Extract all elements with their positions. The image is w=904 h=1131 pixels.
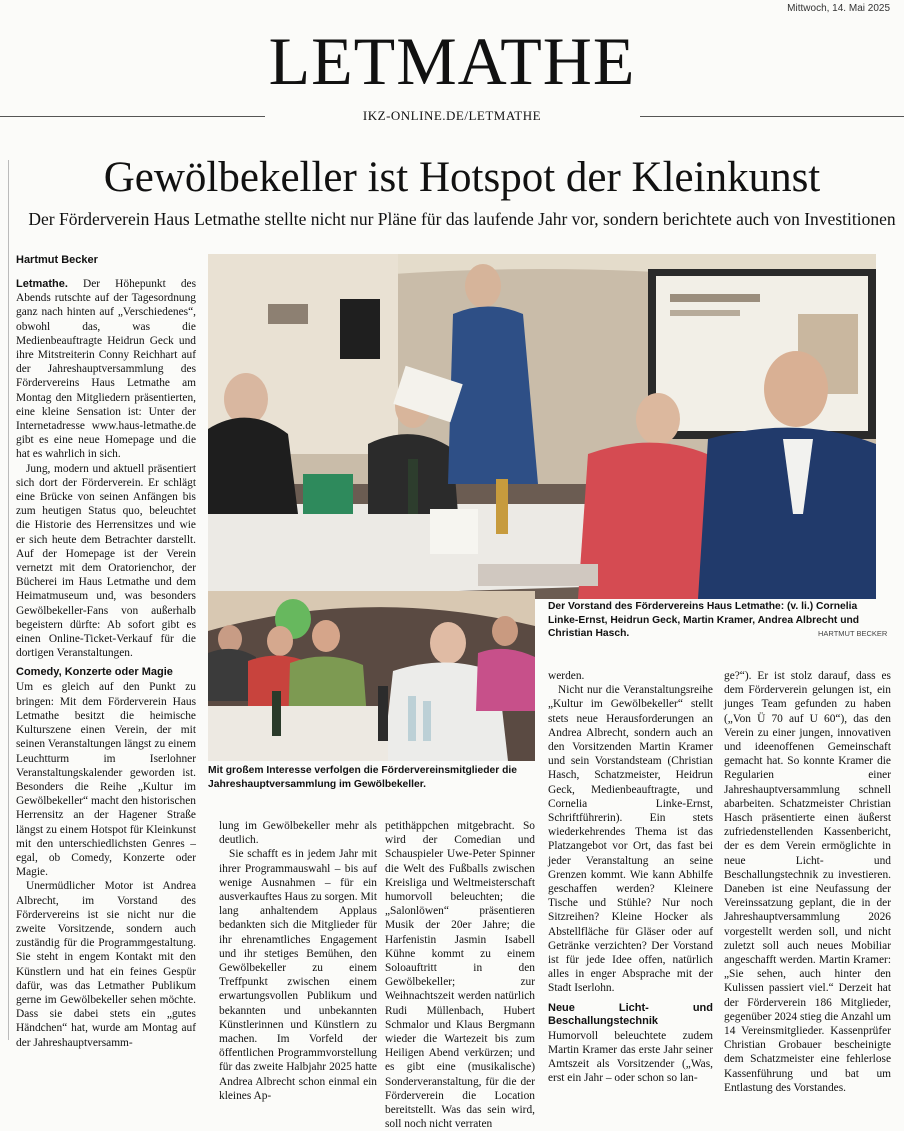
audience-photo-caption: Mit großem Interesse verfolgen die Fördervereinsmitglieder die Jahreshauptversammlung im Gewölbekeller. <box>208 765 517 790</box>
paragraph: werden. <box>548 670 585 682</box>
paragraph: Nicht nur die Veranstaltungsreihe „Kultur im Gewölbekeller“ stellt stets neue Herausforderungen an Andrea Albrecht, sondern auch an den Vorsitzenden Martin Kramer und sein Vorstandsteam (Christian Hasch, Schatzmeister, Heidrun Geck, Medienbeauftragte, und Cornelia Linke-Ernst, Schriftführerin). Ein stets wiederkehrendes Thema ist das Platzangebot vor Ort, das fast bei jeder Veranstaltung an seine Grenzen kommt. Wie kann Abhilfe geschaffen werden? Kleinere Tische und Stühle? Nur noch Sitzreihen? Kleine Hocker als Abstellfläche für Gläser oder auf Getränke verzichten? Der Vorstand ist für jede Idee offen, natürlich alles in enger Absprache mit der Stadt Iserlohn. <box>548 684 713 995</box>
site-url[interactable]: IKZ-ONLINE.DE/LETMATHE <box>362 108 542 123</box>
article-column-5 <box>724 669 891 1095</box>
subhead: Comedy, Konzerte oder Magie <box>16 666 173 679</box>
paragraph: Humorvoll beleuchtete zudem Martin Kramer das erste Jahr seiner Amtszeit als Vorsitzender („Was, erst ein Jahr – oder schon so lan- <box>548 1029 713 1085</box>
paragraph-text: Der Höhepunkt des Abends rutschte auf der Tagesordnung ganz nach hinten auf „Verschiedenes“, obwohl das, was die Medienbeauftragte Heidrun Geck und ihre Mitstreiterin Conny Reichhart auf der Jahreshauptversammlung des Fördervereins Haus Letmathe am Montag den Mitgliedern präsentierten, eine kleine Sensation ist: Unter der Internetadresse www.haus-letmathe.de gibt es eine neue Homepage und die hat es wahrlich in sich. <box>16 278 196 461</box>
paragraph: Sie schafft es in jedem Jahr mit ihrer Programmauswahl – bis auf wenige Ausnahmen – für ein ausverkauftes Haus zu sorgen. Mit lang anhaltendem Applaus bedankten sich die Mitglieder für ihr ehrenamtliches Engagement und ihr stetiges Bemühen, den Gewölbekeller zu einem Treffpunkt zwischen einem erwartungsvollen Publikum und bekannten und unbekannten Künstlerinnen und Künstlern zu machen. Im Vorfeld der öffentlichen Programmvorstellung für das zweite Halbjahr 2025 hatte Andrea Albrecht schon einmal ein kleines Ap- <box>219 848 377 1102</box>
paragraph: ge?“). Er ist stolz darauf, dass es dem Förderverein gelungen ist, ein junges Team gefunden zu haben („Von Ü 70 auf U 60“), das den Verein zu einer jungen, innovativen und ideenoffenen Gemeinschaft gemacht hat. So konnte Kramer die Regularien einer Jahreshauptversammlung schnell abarbeiten. Schatzmeister Christian Hasch präsentierte einen äußerst zufriedenstellenden Kassenbericht, der es dem Verein ermöglichte in neue Licht- und Beschallungstechnik zu investieren. Daneben ist eine Neufassung der Vereinssatzung geplant, die in der Jahreshauptversammlung 2026 vorgestellt werden soll, und nicht zuletzt soll auch neues Mobiliar angeschafft werden. Martin Kramer: „Sie sehen, auch hinter den Kulissen passiert viel.“ Derzeit hat der Förderverein 186 Mitglieder, gegenüber 2024 stieg die Anzahl um 14 Vereinsmitglieder. Kassenprüfer Christian Grobauer bescheinigte dem Schatzmeister eine fehlerlose Kassenführung und bat um Entlastung des Vorstandes. <box>724 670 891 1094</box>
dateline: Letmathe. <box>16 278 68 290</box>
board-photo <box>208 254 876 599</box>
board-photo-image <box>208 254 876 599</box>
paragraph: Jung, modern und aktuell präsentiert sich dort der Förderverein. Er schlägt eine Brücke von seinen Anfängen bis zum heutigen Status quo, beleuchtet die Historie des Herrensitzes und wie er sich heute dem Betrachter darstellt. Auf der Homepage ist der Verein vernetzt mit dem Oratorienchor, der Bücherei im Haus Letmathe und dem Heimatmuseum und, was besonders Gewölbekeller-Fans von außerhalb begeistern dürfte: Ab sofort gibt es einen Online-Ticket-Verkauf für die dortigen Veranstaltungen. <box>16 462 196 660</box>
article-column-2 <box>219 819 377 1103</box>
article-column-1 <box>16 277 196 1050</box>
masthead: LETMATHE <box>268 23 636 99</box>
audience-photo-image <box>208 591 535 761</box>
masthead-rule-right <box>640 116 904 117</box>
article-column-3 <box>385 819 535 1131</box>
subhead: Neue Licht- und Beschallungstechnik <box>548 1001 713 1027</box>
paragraph: Unermüdlicher Motor ist Andrea Albrecht, im Vorstand des Fördervereins ist sie nicht nur die zweite Vorsitzende, sondern auch zuständig für die Programmgestaltung. Sie steht in engem Kontakt mit den Künstlern und hat ein feines Gespür dafür, was das Letmather Publikum gerne im Gewölbekeller sehen möchte. Dass sie dabei stets ein „gutes Händchen“ hat, wurde am Montag auf der Jahreshauptversamm- <box>16 880 196 1049</box>
subheadline: Der Förderverein Haus Letmathe stellte nicht nur Pläne für das laufende Jahr vor, sondern berichtete auch von Investitionen <box>28 209 896 229</box>
paragraph: petithäppchen mitgebracht. So wird der Comedian und Schauspieler Uwe-Peter Spinner die Welt des Fußballs zwischen Kreisliga und Weltmeisterschaft humorvoll beleuchten; die „Salonlöwen“ präsentieren Musik der 20er Jahre; die Harfenistin Jasmin Isabell Kühne kommt zu einem Soloauftritt in den Gewölbekeller; zur Weihnachtszeit werden natürlich Rudi Müllenbach, Hubert Schmalor und Klaus Bergmann wieder die Wartezeit bis zum Heiligen Abend verkürzen; und es gibt eine (musikalische) Sonderveranstaltung, für die der Förderverein die Location bereitstellt. Was das sein wird, soll noch nicht verraten <box>385 820 535 1131</box>
margin-rule <box>8 160 9 1040</box>
article-column-4 <box>548 669 713 1085</box>
photo-credit: HARTMUT BECKER <box>818 629 888 638</box>
board-photo-caption: Der Vorstand des Fördervereins Haus Letmathe: (v. li.) Cornelia Linke-Ernst, Heidrun Geck, Martin Kramer, Andrea Albrecht und Christian Hasch. <box>548 601 860 639</box>
headline: Gewölbekeller ist Hotspot der Kleinkunst <box>103 154 821 201</box>
paragraph: lung im Gewölbekeller mehr als deutlich. <box>219 820 377 847</box>
issue-date: Mittwoch, 14. Mai 2025 <box>787 3 890 14</box>
paragraph: Um es gleich auf den Punkt zu bringen: Mit dem Förderverein Haus Letmathe besitzt die heimische Kulturszene einen Verein, der mit seinen Veranstaltungen längst zu einem Leuchtturm im Iserlohner Veranstaltungskalender geworden ist. Besonders die Reihe „Kultur im Gewölbekeller“ macht den historischen Herrensitz an der Hagener Straße längst zu einem Hotspot für Kleinkunst mit den unterschiedlichsten Genres – egal, ob Comedy, Konzerte oder Magie. <box>16 681 196 879</box>
audience-photo <box>208 591 535 761</box>
author-byline: Hartmut Becker <box>16 254 98 266</box>
paragraph <box>16 277 196 462</box>
